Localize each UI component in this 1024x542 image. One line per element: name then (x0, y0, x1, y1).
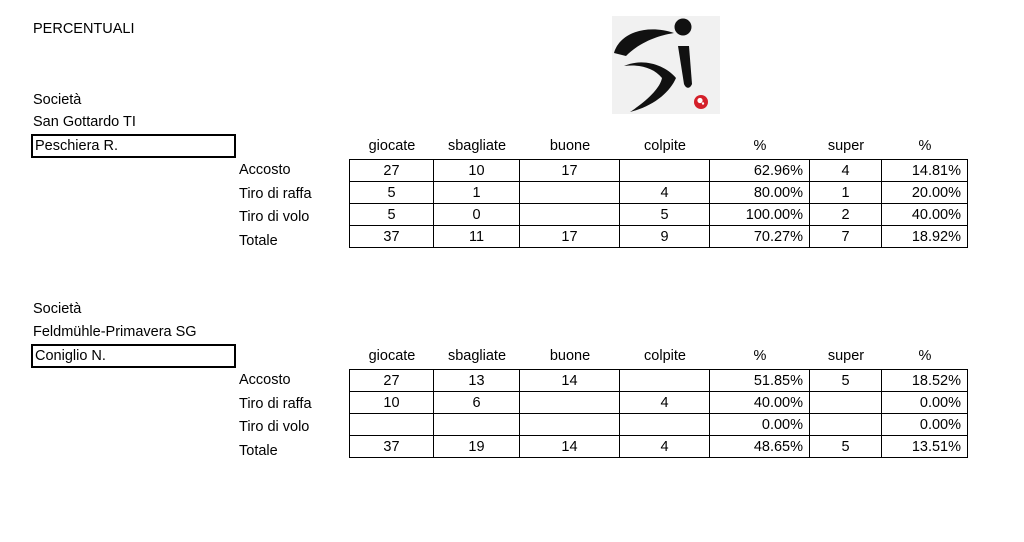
cell-giocate: 5 (350, 204, 434, 226)
table-row (350, 392, 968, 414)
cell-percent: 62.96% (710, 160, 810, 182)
cell-buone: 17 (520, 160, 620, 182)
header-super: super (827, 348, 865, 364)
header-sbagliate: sbagliate (447, 348, 507, 364)
cell-percent: 51.85% (710, 370, 810, 392)
table-row (350, 414, 968, 436)
cell-super-percent: 40.00% (882, 204, 968, 226)
cell-super: 5 (810, 370, 882, 392)
page-title: PERCENTUALI (33, 21, 135, 37)
cell-giocate: 27 (350, 160, 434, 182)
row-label-accosto: Accosto (239, 372, 291, 388)
table-row (350, 160, 968, 182)
row-label-totale: Totale (239, 442, 278, 459)
header-colpite: colpite (644, 348, 686, 364)
row-label-accosto: Accosto (239, 162, 291, 178)
header-super-percent: % (918, 348, 932, 364)
table-row-total (350, 436, 968, 458)
societa-label: Società (33, 92, 82, 108)
cell-super-percent: 0.00% (882, 392, 968, 414)
bocce-player-logo (612, 16, 720, 114)
header-giocate: giocate (368, 138, 416, 154)
row-label-tiro-di-raffa: Tiro di raffa (239, 395, 312, 412)
club-name: Feldmühle-Primavera SG (33, 324, 197, 340)
cell-buone (520, 204, 620, 226)
cell-percent: 80.00% (710, 182, 810, 204)
stats-table (349, 159, 968, 248)
header-percent: % (753, 138, 767, 154)
cell-buone (520, 414, 620, 436)
table-row (350, 370, 968, 392)
cell-colpite: 9 (620, 226, 710, 248)
club-name: San Gottardo TI (33, 114, 136, 130)
header-super: super (827, 138, 865, 154)
cell-super: 5 (810, 436, 882, 458)
cell-percent: 70.27% (710, 226, 810, 248)
header-buone: buone (549, 348, 591, 364)
row-label-tiro-di-raffa: Tiro di raffa (239, 185, 312, 202)
cell-sbagliate: 6 (434, 392, 520, 414)
cell-colpite (620, 160, 710, 182)
cell-buone (520, 392, 620, 414)
cell-giocate: 37 (350, 226, 434, 248)
cell-super: 7 (810, 226, 882, 248)
cell-colpite: 5 (620, 204, 710, 226)
cell-colpite: 4 (620, 392, 710, 414)
cell-buone: 14 (520, 370, 620, 392)
row-label-totale: Totale (239, 232, 278, 249)
cell-super-percent: 0.00% (882, 414, 968, 436)
cell-percent: 100.00% (710, 204, 810, 226)
table-row (350, 182, 968, 204)
stats-table (349, 369, 968, 458)
cell-sbagliate: 1 (434, 182, 520, 204)
cell-giocate (350, 414, 434, 436)
cell-super-percent: 18.92% (882, 226, 968, 248)
cell-sbagliate: 19 (434, 436, 520, 458)
cell-super: 2 (810, 204, 882, 226)
cell-super: 1 (810, 182, 882, 204)
header-colpite: colpite (644, 138, 686, 154)
cell-buone (520, 182, 620, 204)
cell-giocate: 37 (350, 436, 434, 458)
cell-super (810, 414, 882, 436)
row-label-tiro-di-volo: Tiro di volo (239, 209, 310, 225)
header-giocate: giocate (368, 348, 416, 364)
cell-super: 4 (810, 160, 882, 182)
cell-sbagliate: 0 (434, 204, 520, 226)
cell-sbagliate (434, 414, 520, 436)
cell-giocate: 5 (350, 182, 434, 204)
cell-percent: 48.65% (710, 436, 810, 458)
header-buone: buone (549, 138, 591, 154)
cell-sbagliate: 13 (434, 370, 520, 392)
cell-colpite (620, 414, 710, 436)
cell-colpite: 4 (620, 436, 710, 458)
cell-sbagliate: 11 (434, 226, 520, 248)
cell-super-percent: 18.52% (882, 370, 968, 392)
cell-colpite (620, 370, 710, 392)
row-label-tiro-di-volo: Tiro di volo (239, 419, 310, 435)
cell-super-percent: 13.51% (882, 436, 968, 458)
cell-percent: 40.00% (710, 392, 810, 414)
header-sbagliate: sbagliate (447, 138, 507, 154)
cell-percent: 0.00% (710, 414, 810, 436)
cell-giocate: 10 (350, 392, 434, 414)
header-super-percent: % (918, 138, 932, 154)
table-row (350, 204, 968, 226)
cell-buone: 17 (520, 226, 620, 248)
cell-giocate: 27 (350, 370, 434, 392)
cell-super (810, 392, 882, 414)
cell-super-percent: 14.81% (882, 160, 968, 182)
player-name-box: Peschiera R. (31, 134, 236, 158)
cell-colpite: 4 (620, 182, 710, 204)
player-name-box: Coniglio N. (31, 344, 236, 368)
cell-buone: 14 (520, 436, 620, 458)
societa-label: Società (33, 301, 82, 317)
table-row-total (350, 226, 968, 248)
header-percent: % (753, 348, 767, 364)
cell-sbagliate: 10 (434, 160, 520, 182)
cell-super-percent: 20.00% (882, 182, 968, 204)
